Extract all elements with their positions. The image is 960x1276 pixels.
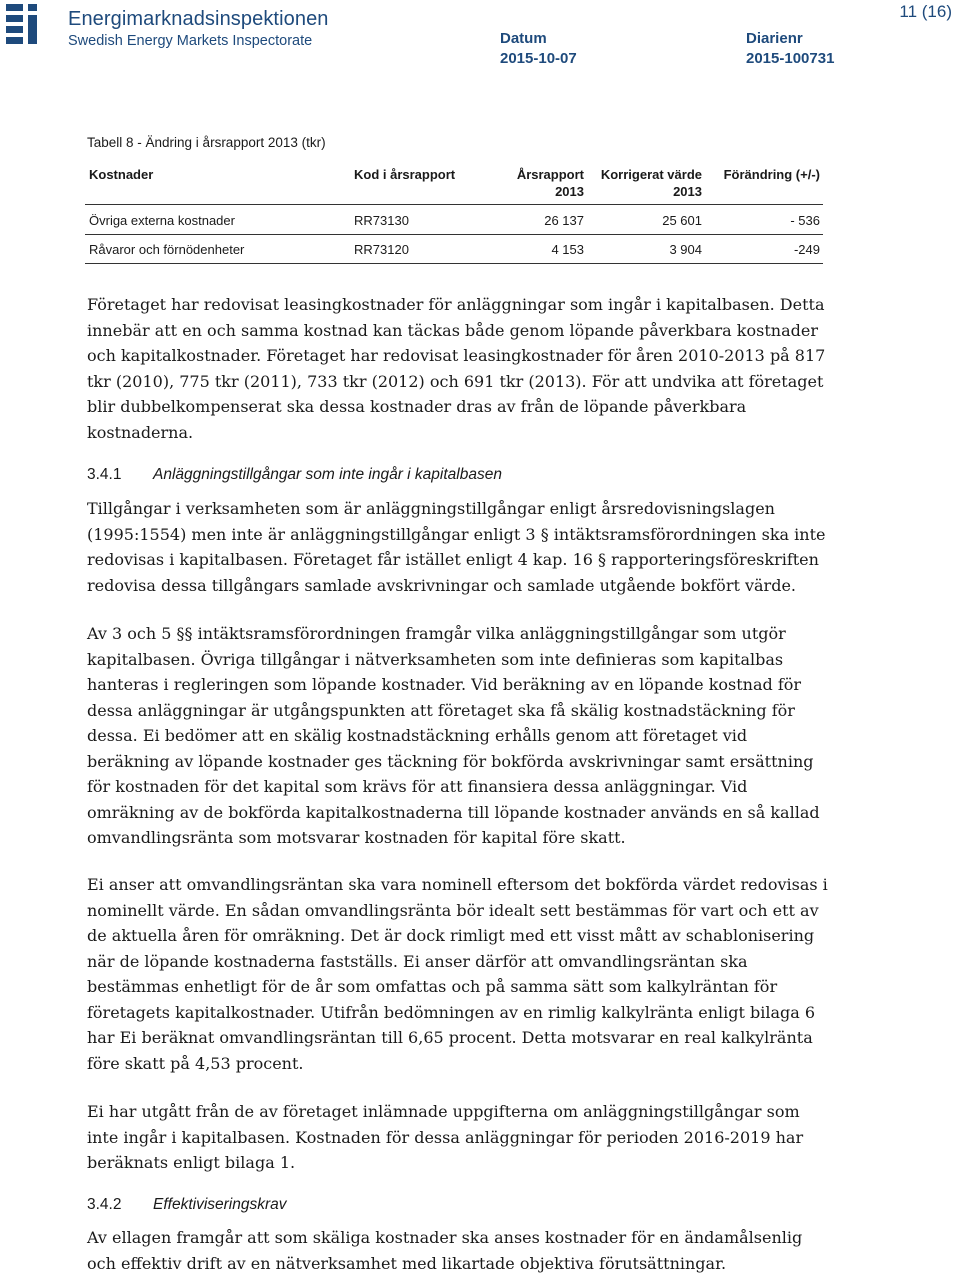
table-caption: Tabell 8 - Ändring i årsrapport 2013 (tkr) [87, 135, 326, 150]
cell-arsrapport: 26 137 [544, 213, 584, 228]
column-header-korrigerat-line1: Korrigerat värde [600, 167, 702, 182]
section-title: Anläggningstillgångar som inte ingår i kapitalbasen [153, 466, 502, 483]
column-header-arsrapport-line2: 2013 [555, 184, 584, 199]
section-heading-3-4-2 [87, 1196, 287, 1214]
section-title: Effektiviseringskrav [153, 1196, 287, 1213]
cell-forandring: -249 [793, 242, 820, 257]
paragraph-kapitalbasen: Av 3 och 5 §§ intäktsramsförordningen framgår vilka anläggningstillgångar som utgör kapitalbasen. Övriga tillgångar i nätverksamheten som inte definieras som kapitalbas hanteras i regleringen som löpande kostnader. Vid beräkning av en löpande kostnad för dessa anläggningar är utgångspunkten att företaget ska få skälig kostnadstäckning för dessa. Ei bedömer att en skälig kostnadstäckning erhålls genom att företaget vid beräkning av löpande kostnader ges täckning för bokförda avskrivningar samt ersättning för kostnaden för det kapital som krävs för att finansiera dessa anläggningar. Vid omräkning av de bokförda kapitalkostnaderna till löpande kostnader används en så kallad omvandlingsränta som motsvarar kostnaden för kapital före skatt. [87, 624, 820, 847]
date-value: 2015-10-07 [500, 50, 577, 67]
cell-kod: RR73120 [354, 242, 409, 257]
section-number: 3.4.1 [87, 466, 122, 483]
paragraph-leasing: Företaget har redovisat leasingkostnader för anläggningar som ingår i kapitalbasen. Detta innebär att en och samma kostnad kan täckas både genom löpande påverkbara kostnader och kapitalkostnader. Företaget har redovisat leasingkostnader för åren 2010-2013 på 817 tkr (2010), 775 tkr (2011), 733 tkr (2012) och 691 tkr (2013). För att undvika att företaget blir dubbelkompenserat ska dessa kostnader dras av från de löpande påverkbara kostnaderna. [87, 295, 826, 442]
column-header-arsrapport [484, 166, 584, 200]
cell-forandring: - 536 [790, 213, 820, 228]
column-header-forandring: Förändring (+/-) [723, 167, 820, 182]
column-header-kostnader: Kostnader [89, 167, 154, 182]
section-number: 3.4.2 [87, 1196, 122, 1213]
table-divider [85, 204, 823, 205]
paragraph-uppgifter: Ei har utgått från de av företaget inlämnade uppgifterna om anläggningstillgångar som inte ingår i kapitalbasen. Kostnaden för dessa anläggningar för perioden 2016-2019 har beräknats enligt bilaga 1. [87, 1102, 804, 1172]
cell-kostnader: Övriga externa kostnader [89, 213, 235, 228]
paragraph-ellagen: Av ellagen framgår att som skäliga kostnader ska anses kostnader för en ändamålsenlig och effektiv drift av en nätverksamhet med likartade objektiva förutsättningar. [87, 1228, 803, 1273]
ei-logo [6, 4, 58, 48]
date-label: Datum [500, 30, 547, 47]
column-header-korrigerat-line2: 2013 [673, 184, 702, 199]
column-header-korrigerat [582, 166, 702, 200]
organization-name: Energimarknadsinspektionen [68, 8, 329, 30]
paragraph-omvandlingsranta: Ei anser att omvandlingsräntan ska vara nominell eftersom det bokförda värdet redovisas i nominellt värde. En sådan omvandlingsränta bör idealt sett bestämmas för vart och ett av de aktuella åren för omräkning. Det är dock rimligt med ett visst mått av schablonisering när de löpande kostnaderna fastställs. Ei anser därför att omvandlingsräntan ska bestämmas enhetligt för de år som omfattas och på samma sätt som kalkylräntan för företagets kapitalkostnader. Utifrån bedömningen av en rimlig kalkylränta enligt bilaga 6 har Ei beräknat omvandlingsräntan till 6,65 procent. Detta motsvarar en real kalkylränta före skatt på 4,53 procent. [87, 875, 828, 1073]
cell-korrigerat: 3 904 [669, 242, 702, 257]
cell-kostnader: Råvaror och förnödenheter [89, 242, 245, 257]
reference-label: Diarienr [746, 30, 803, 47]
organization-name-english: Swedish Energy Markets Inspectorate [68, 33, 313, 49]
table-divider [85, 234, 823, 235]
cell-arsrapport: 4 153 [551, 242, 584, 257]
paragraph-tillgangar: Tillgångar i verksamheten som är anläggningstillgångar enligt årsredovisningslagen (1995:1554) men inte är anläggningstillgångar enligt 3 § intäktsramsförordningen ska inte redovisas i kapitalbasen. Företaget får istället enligt 4 kap. 16 § rapporteringsföreskriften redovisa dessa tillgångars samlade avskrivningar och samlade utgående bokfört värde. [87, 499, 826, 595]
column-header-arsrapport-line1: Årsrapport [516, 167, 584, 182]
cell-kod: RR73130 [354, 213, 409, 228]
column-header-kod: Kod i årsrapport [354, 167, 456, 182]
page-number: 11 (16) [899, 2, 952, 21]
table-divider [85, 263, 823, 264]
section-heading-3-4-1 [87, 466, 502, 484]
reference-value: 2015-100731 [746, 50, 835, 67]
cell-korrigerat: 25 601 [662, 213, 702, 228]
